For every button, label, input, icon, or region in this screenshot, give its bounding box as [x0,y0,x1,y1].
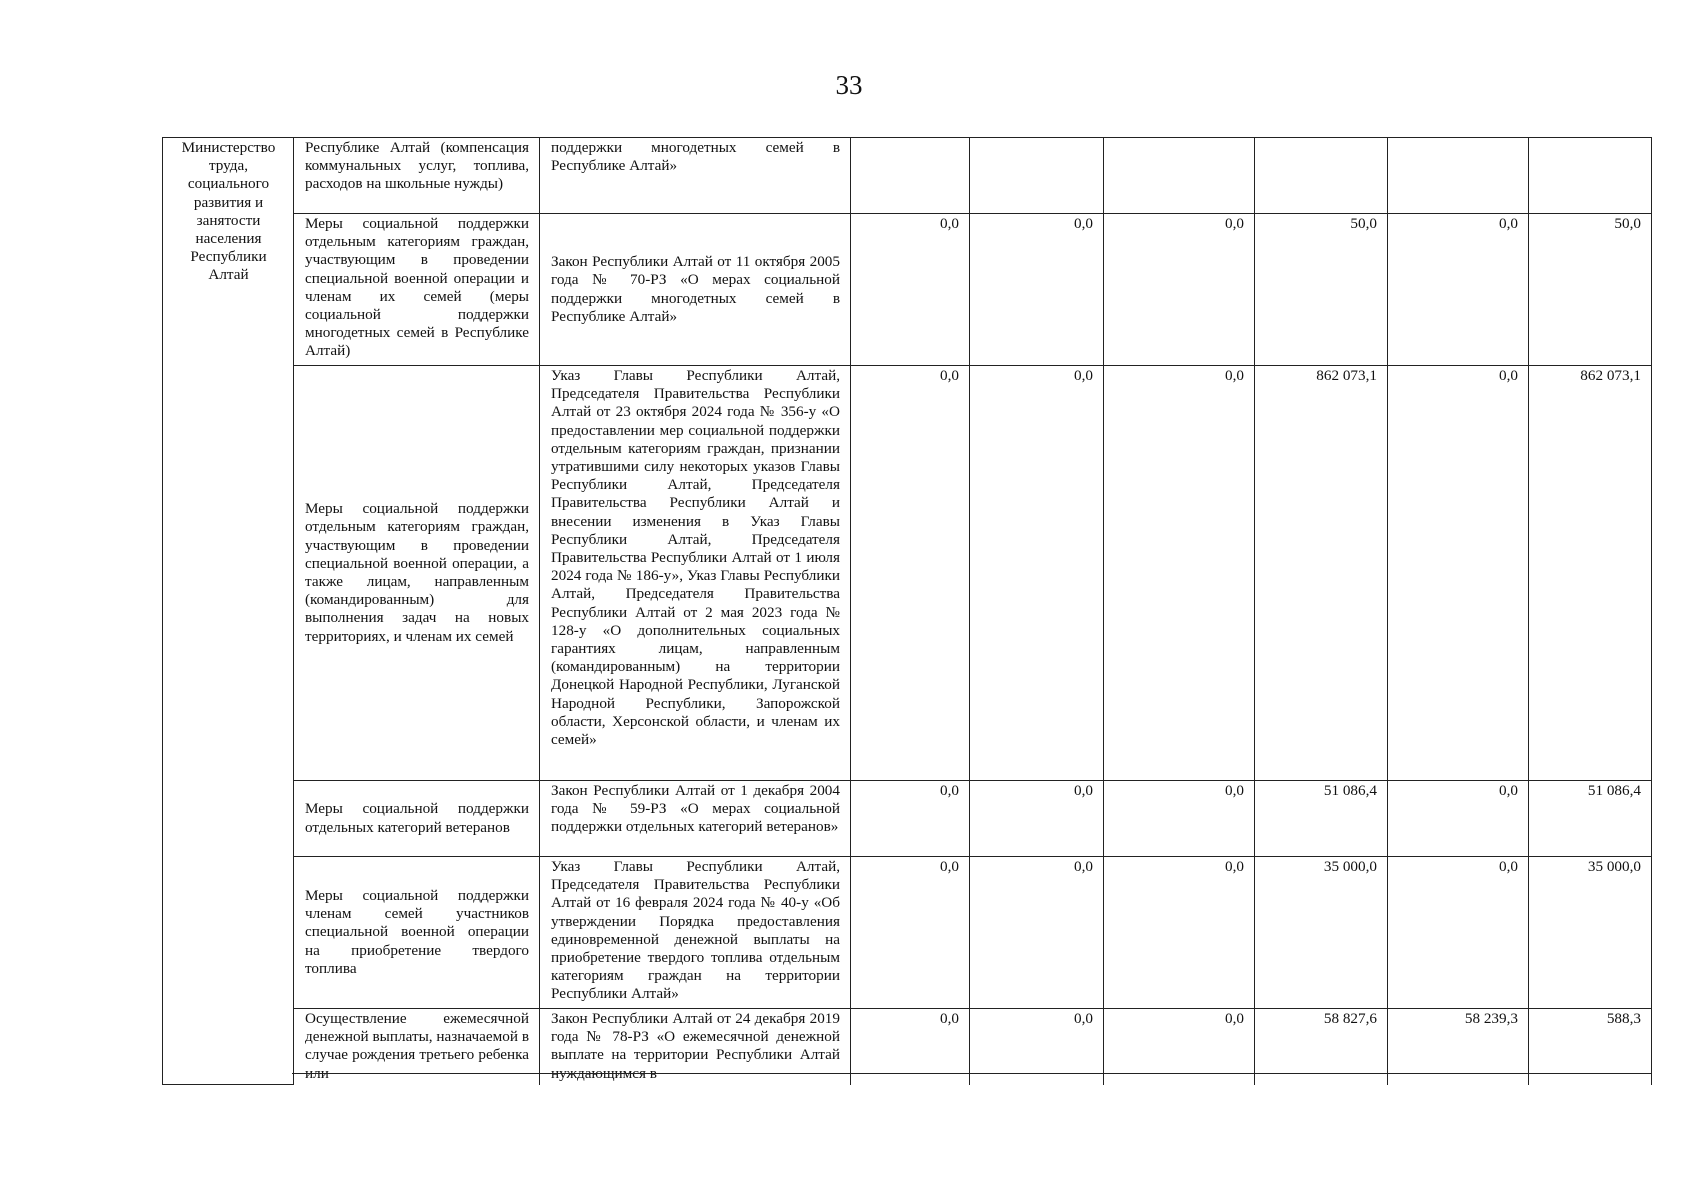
value-cell [970,138,1104,214]
value-cell: 862 073,1 [1529,366,1652,781]
legal-basis-cell: Закон Республики Алтай от 11 октября 2005 года № 70-РЗ «О мерах социальной поддержки многодетных семей в Республике Алтай» [540,214,851,366]
value-cell [1529,138,1652,214]
value-cell: 35 000,0 [1529,857,1652,1009]
value-cell: 588,3 [1529,1009,1652,1085]
value-cell: 0,0 [1388,214,1529,366]
value-cell: 0,0 [970,1009,1104,1085]
value-cell: 0,0 [851,214,970,366]
value-cell: 50,0 [1529,214,1652,366]
page-number: 33 [835,70,863,100]
table-bottom-border [292,1073,1651,1074]
value-cell: 0,0 [851,366,970,781]
value-cell: 0,0 [1388,857,1529,1009]
value-cell: 0,0 [851,857,970,1009]
legal-basis-cell: поддержки многодетных семей в Республике Алтай» [540,138,851,214]
value-cell: 862 073,1 [1255,366,1388,781]
value-cell: 0,0 [970,214,1104,366]
legal-basis-cell: Закон Республики Алтай от 1 декабря 2004 года № 59-РЗ «О мерах социальной поддержки отдельных категорий ветеранов» [540,781,851,857]
measure-cell: Республике Алтай (компенсация коммунальных услуг, топлива, расходов на школьные нужды) [294,138,540,214]
legal-basis-cell: Закон Республики Алтай от 24 декабря 2019 года № 78-РЗ «О ежемесячной денежной выплате на территории Республики Алтай нуждающимся в [540,1009,851,1085]
measure-cell: Меры социальной поддержки отдельных категорий ветеранов [294,781,540,857]
value-cell [1255,138,1388,214]
value-cell [1388,138,1529,214]
legal-basis-cell: Указ Главы Республики Алтай, Председателя Правительства Республики Алтай от 23 октября 2024 года № 356-у «О предоставлении мер социальной поддержки отдельным категориям граждан, признании утратившими силу некоторых указов Главы Республики Алтай, Председателя Правительства Республики Алтай и внесении изменения в Указ Главы Республики Алтай, Председателя Правительства Республики Алтай от 1 июля 2024 года № 186-у», Указ Главы Республики Алтай, Председателя Правительства Республики Алтай от 2 мая 2023 года № 128-у «О дополнительных социальных гарантиях лицам, направленным (командированным) на территории Донецкой Народной Республики, Луганской Народной Республики, Запорожской области, Херсонской области, и членам их семей» [540,366,851,781]
measure-cell: Осуществление ежемесячной денежной выплаты, назначаемой в случае рождения третьего ребенка или [294,1009,540,1085]
value-cell: 35 000,0 [1255,857,1388,1009]
value-cell: 0,0 [1104,781,1255,857]
value-cell: 0,0 [1104,1009,1255,1085]
table-row [163,366,1652,781]
value-cell: 50,0 [1255,214,1388,366]
value-cell: 58 239,3 [1388,1009,1529,1085]
value-cell: 0,0 [1388,781,1529,857]
value-cell: 0,0 [1104,214,1255,366]
measure-cell: Меры социальной поддержки членам семей участников специальной военной операции на приобретение твердого топлива [294,857,540,1009]
value-cell [851,138,970,214]
value-cell: 0,0 [1104,366,1255,781]
measure-cell: Меры социальной поддержки отдельным категориям граждан, участвующим в проведении специальной военной операции и членам их семей (меры социальной поддержки многодетных семей в Республике Алтай) [294,214,540,366]
value-cell: 0,0 [970,857,1104,1009]
value-cell: 0,0 [970,366,1104,781]
value-cell: 0,0 [970,781,1104,857]
value-cell: 0,0 [851,1009,970,1085]
value-cell: 0,0 [851,781,970,857]
value-cell: 51 086,4 [1255,781,1388,857]
value-cell: 58 827,6 [1255,1009,1388,1085]
value-cell: 0,0 [1388,366,1529,781]
table-row [163,214,1652,366]
value-cell: 51 086,4 [1529,781,1652,857]
table-row [163,781,1652,857]
table-row [163,857,1652,1009]
table-row [163,138,1652,214]
value-cell [1104,138,1255,214]
measure-cell: Меры социальной поддержки отдельным категориям граждан, участвующим в проведении специальной военной операции, а также лицам, направленным (командированным) для выполнения задач на новых территориях, и членам их семей [294,366,540,781]
value-cell: 0,0 [1104,857,1255,1009]
budget-table [162,137,1652,1085]
organization-cell: Министерство труда, социального развития и занятости населения Республики Алтай [163,138,294,1085]
legal-basis-cell: Указ Главы Республики Алтай, Председателя Правительства Республики Алтай от 16 февраля 2024 года № 40-у «Об утверждении Порядка предоставления единовременной денежной выплаты на приобретение твердого топлива отдельным категориям граждан на территории Республики Алтай» [540,857,851,1009]
